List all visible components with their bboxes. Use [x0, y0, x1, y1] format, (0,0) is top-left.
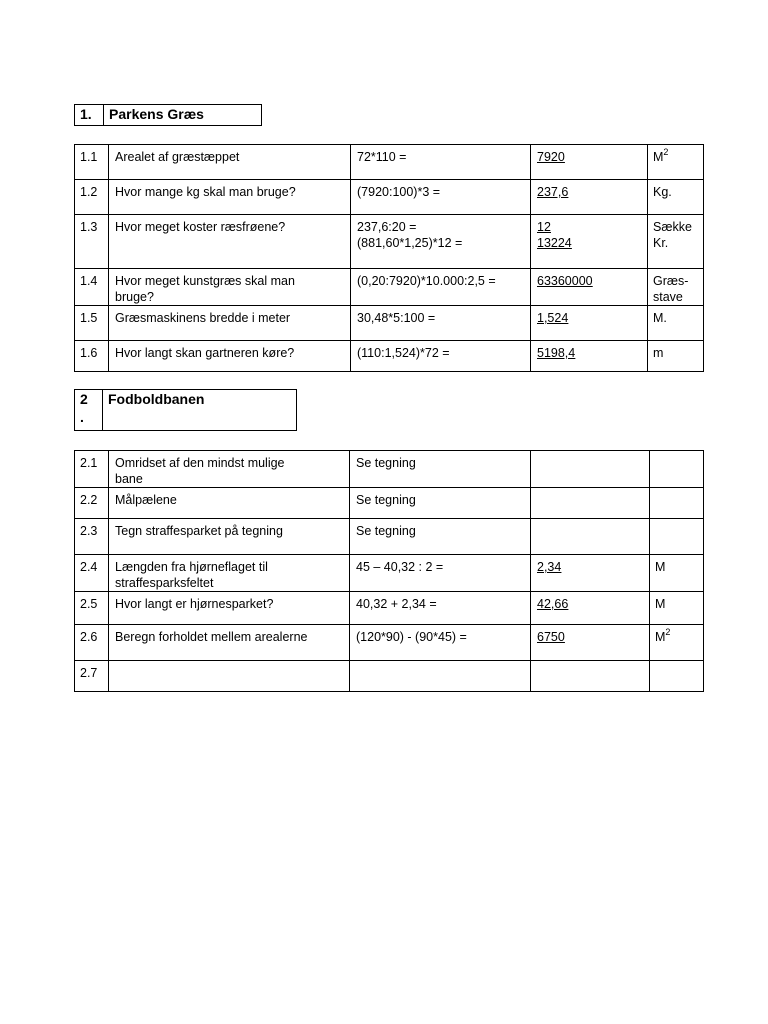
table-row — [75, 451, 704, 488]
row-unit — [650, 488, 704, 519]
row-question: Målpælene — [109, 488, 350, 519]
row-result — [531, 488, 650, 519]
row-calculation: (110:1,524)*72 = — [351, 341, 531, 372]
row-unit: Sække Kr. — [648, 215, 704, 269]
row-question — [109, 661, 350, 692]
row-number: 1.3 — [75, 215, 109, 269]
row-number: 1.1 — [75, 145, 109, 180]
row-calculation: (120*90) - (90*45) = — [350, 625, 531, 661]
row-result: 2,34 — [531, 555, 650, 592]
row-unit: M. — [648, 306, 704, 341]
row-unit: m — [648, 341, 704, 372]
row-number: 2.2 — [75, 488, 109, 519]
row-question: Hvor langt skan gartneren køre? — [109, 341, 351, 372]
table-row — [75, 488, 704, 519]
row-unit: $M^2$ — [650, 625, 704, 661]
row-result — [531, 451, 650, 488]
section-2-heading — [74, 389, 297, 431]
table-row — [75, 592, 704, 625]
table-row — [75, 625, 704, 661]
table-row — [75, 555, 704, 592]
row-result: 1,524 — [531, 306, 648, 341]
table-row — [75, 306, 704, 341]
row-question: Hvor mange kg skal man bruge? — [109, 180, 351, 215]
row-question: Hvor langt er hjørnesparket? — [109, 592, 350, 625]
row-calculation: (0,20:7920)*10.000:2,5 = — [351, 269, 531, 306]
row-number: 2.4 — [75, 555, 109, 592]
row-calculation: Se tegning — [350, 519, 531, 555]
row-question: Længden fra hjørneflaget til straffesparksfeltet — [109, 555, 350, 592]
row-number: 2.7 — [75, 661, 109, 692]
row-result: 237,6 — [531, 180, 648, 215]
section-1-title: Parkens Græs — [104, 105, 262, 126]
section-1-number: 1. — [75, 105, 104, 126]
section-2-number: 2 . — [75, 390, 103, 431]
row-result: 7920 — [531, 145, 648, 180]
row-unit: $M^2$ — [648, 145, 704, 180]
row-calculation: 237,6:20 = (881,60*1,25)*12 = — [351, 215, 531, 269]
row-unit — [650, 661, 704, 692]
row-number: 1.6 — [75, 341, 109, 372]
row-unit — [650, 451, 704, 488]
row-result: 6750 — [531, 625, 650, 661]
unit-superscript: 2 — [665, 626, 671, 637]
row-calculation: Se tegning — [350, 451, 531, 488]
row-unit: M — [650, 555, 704, 592]
table-row — [75, 215, 704, 269]
table-row — [75, 341, 704, 372]
row-result: 63360000 — [531, 269, 648, 306]
row-number: 2.3 — [75, 519, 109, 555]
row-result — [531, 519, 650, 555]
row-question: Beregn forholdet mellem arealerne — [109, 625, 350, 661]
row-result — [531, 661, 650, 692]
section-1-heading — [74, 104, 262, 126]
table-row — [75, 269, 704, 306]
section-2-table — [74, 450, 704, 692]
table-row — [75, 145, 704, 180]
row-unit: Græs- stave — [648, 269, 704, 306]
section-2-title: Fodboldbanen — [103, 390, 297, 431]
unit-superscript: 2 — [663, 146, 669, 157]
row-calculation: (7920:100)*3 = — [351, 180, 531, 215]
row-calculation: 30,48*5:100 = — [351, 306, 531, 341]
row-question: Omridset af den mindst mulige bane — [109, 451, 350, 488]
row-number: 2.6 — [75, 625, 109, 661]
row-unit: Kg. — [648, 180, 704, 215]
row-result: 12 13224 — [531, 215, 648, 269]
row-calculation: 72*110 = — [351, 145, 531, 180]
row-calculation: 40,32 + 2,34 = — [350, 592, 531, 625]
row-question: Græsmaskinens bredde i meter — [109, 306, 351, 341]
row-number: 1.5 — [75, 306, 109, 341]
row-calculation: 45 – 40,32 : 2 = — [350, 555, 531, 592]
row-number: 2.1 — [75, 451, 109, 488]
table-row — [75, 661, 704, 692]
row-number: 1.4 — [75, 269, 109, 306]
row-question: Hvor meget kunstgræs skal man bruge? — [109, 269, 351, 306]
table-row — [75, 180, 704, 215]
row-result: 5198,4 — [531, 341, 648, 372]
row-question: Hvor meget koster ræsfrøene? — [109, 215, 351, 269]
section-1-table — [74, 144, 704, 372]
row-question: Tegn straffesparket på tegning — [109, 519, 350, 555]
row-question: Arealet af græstæppet — [109, 145, 351, 180]
row-unit — [650, 519, 704, 555]
row-calculation: Se tegning — [350, 488, 531, 519]
row-calculation — [350, 661, 531, 692]
row-number: 1.2 — [75, 180, 109, 215]
row-result: 42,66 — [531, 592, 650, 625]
row-number: 2.5 — [75, 592, 109, 625]
row-unit: M — [650, 592, 704, 625]
table-row — [75, 519, 704, 555]
